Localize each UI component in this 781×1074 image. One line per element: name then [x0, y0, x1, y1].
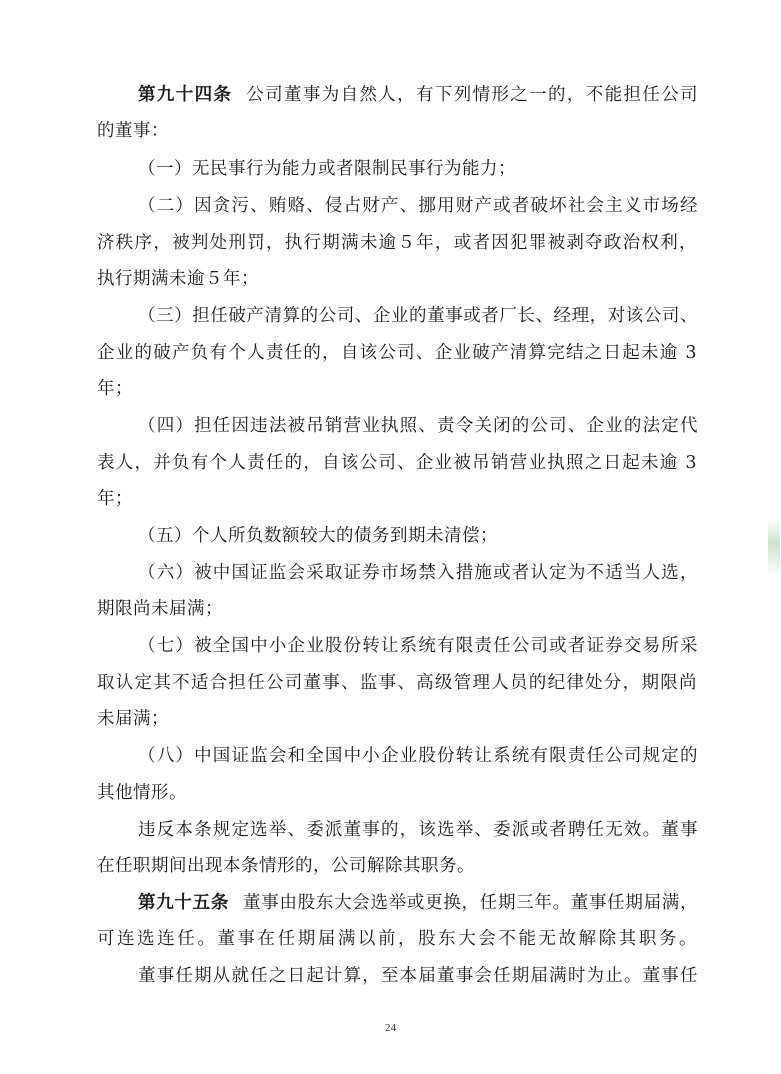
article-95-line-2: 可连选连任。董事在任期届满以前，股东大会不能无故解除其职务。 — [97, 929, 697, 949]
item-3-line-1: （三）担任破产清算的公司、企业的董事或者厂长、经理，对该公司、 — [138, 306, 698, 326]
seal-edge-mark — [768, 518, 780, 578]
term-line-1: 董事任期从就任之日起计算，至本届董事会任期届满时为止。董事任 — [138, 966, 698, 986]
item-3-line-3: 年； — [97, 379, 133, 399]
item-4-line-2: 表人，并负有个人责任的，自该公司、企业被吊销营业执照之日起未逾 3 — [97, 453, 697, 473]
article-95-text: 董事由股东大会选举或更换，任期三年。董事任期届满， — [243, 893, 699, 913]
item-1-line-1: （一）无民事行为能力或者限制民事行为能力； — [138, 159, 516, 179]
item-2-line-1: （二）因贪污、贿赂、侵占财产、挪用财产或者破坏社会主义市场经 — [138, 196, 698, 216]
item-6-line-1: （六）被中国证监会采取证券市场禁入措施或者认定为不适当人选， — [138, 563, 698, 583]
article-94-line-2: 的董事： — [97, 121, 169, 141]
item-8-line-1: （八）中国证监会和全国中小企业股份转让系统有限责任公司规定的 — [138, 746, 698, 766]
item-6-line-2: 期限尚未届满； — [97, 599, 223, 619]
violation-line-1: 违反本条规定选举、委派董事的，该选举、委派或者聘任无效。董事 — [138, 820, 698, 840]
item-2-line-3: 执行期满未逾５年； — [97, 269, 259, 289]
article-94-line-1 — [138, 83, 698, 107]
article-94-label: 第九十四条 — [138, 85, 233, 105]
item-7-line-3: 未届满； — [97, 709, 169, 729]
article-95-line-1 — [138, 891, 698, 915]
item-7-line-1: （七）被全国中小企业股份转让系统有限责任公司或者证券交易所采 — [138, 636, 698, 656]
item-2-line-2: 济秩序，被判处刑罚，执行期满未逾５年，或者因犯罪被剥夺政治权利， — [97, 233, 697, 253]
article-95-label: 第九十五条 — [138, 893, 230, 913]
item-3-line-2: 企业的破产负有个人责任的，自该公司、企业破产清算完结之日起未逾 3 — [97, 343, 697, 363]
page-number: 24 — [385, 1022, 396, 1034]
item-4-line-1: （四）担任因违法被吊销营业执照、责令关闭的公司、企业的法定代 — [138, 416, 698, 436]
violation-line-2: 在任职期间出现本条情形的，公司解除其职务。 — [97, 856, 475, 876]
item-4-line-3: 年； — [97, 489, 133, 509]
item-7-line-2: 取认定其不适合担任公司董事、监事、高级管理人员的纪律处分，期限尚 — [97, 673, 697, 693]
item-8-line-2: 其他情形。 — [97, 783, 187, 803]
article-94-text: 公司董事为自然人，有下列情形之一的，不能担任公司 — [246, 85, 699, 105]
item-5-line-1: （五）个人所负数额较大的债务到期未清偿； — [138, 526, 498, 546]
